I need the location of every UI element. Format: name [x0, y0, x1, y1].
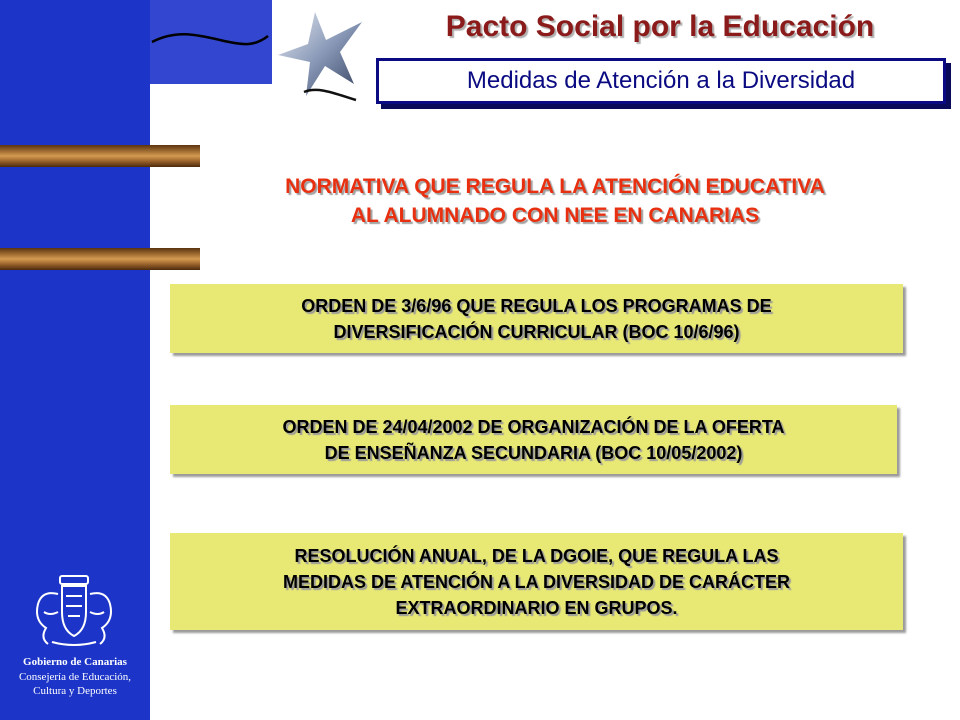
regulation-card-2: [170, 405, 897, 474]
star-icon: [270, 0, 380, 110]
subtitle: Medidas de Atención a la Diversidad: [466, 67, 856, 94]
regulation-card-3: [170, 533, 903, 630]
page-title: Pacto Social por la Educación: [445, 10, 875, 43]
card-3-line-2: MEDIDAS DE ATENCIÓN A LA DIVERSIDAD DE CARÁCTER: [282, 571, 790, 592]
department-line-2: Cultura y Deportes: [33, 685, 117, 697]
department-line-1: Consejería de Educación,: [18, 671, 132, 683]
card-1-line-2: DIVERSIFICACIÓN CURRICULAR (BOC 10/6/96): [333, 321, 740, 342]
subtitle-box: [376, 58, 946, 104]
coat-of-arms-icon: [28, 572, 120, 650]
card-1-line-1: ORDEN DE 3/6/96 QUE REGULA LOS PROGRAMAS DE: [301, 295, 772, 316]
regulation-card-1: [170, 284, 903, 353]
card-3-line-3: EXTRAORDINARIO EN GRUPOS.: [395, 597, 678, 618]
heading-line-2: AL ALUMNADO CON NEE EN CANARIAS: [350, 204, 760, 227]
card-2-line-2: DE ENSEÑANZA SECUNDARIA (BOC 10/05/2002): [324, 442, 743, 463]
government-name: Gobierno de Canarias: [23, 656, 127, 668]
copper-bar-top: [0, 145, 200, 167]
department-name: [0, 670, 150, 698]
card-2-line-1: ORDEN DE 24/04/2002 DE ORGANIZACIÓN DE LA OFERTA: [282, 416, 785, 437]
header-logo-box: [150, 0, 272, 84]
card-3-line-1: RESOLUCIÓN ANUAL, DE LA DGOIE, QUE REGULA LAS: [294, 545, 779, 566]
copper-bar-bottom: [0, 248, 200, 270]
wave-icon: [150, 0, 272, 84]
heading-line-1: NORMATIVA QUE REGULA LA ATENCIÓN EDUCATIVA: [285, 175, 825, 198]
section-heading: [200, 172, 910, 230]
